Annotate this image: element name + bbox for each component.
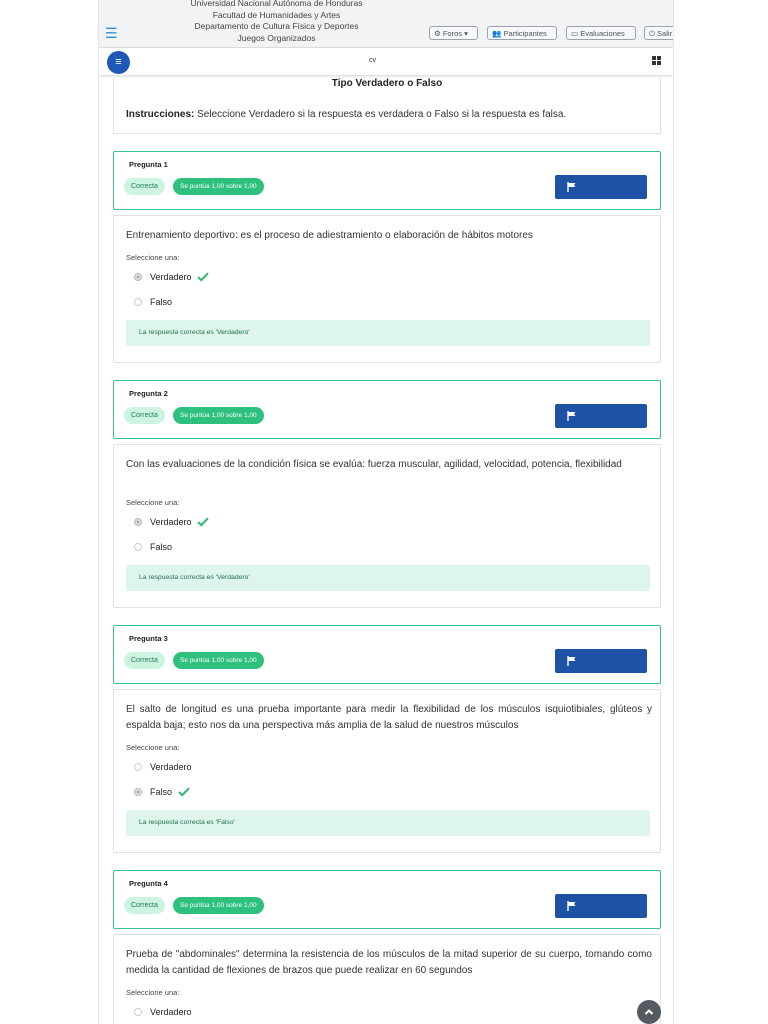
instructions-label: Instrucciones: <box>126 109 195 120</box>
option-verdadero[interactable] <box>134 1006 192 1018</box>
check-icon <box>197 272 209 282</box>
question-header <box>113 380 661 439</box>
option-verdadero[interactable] <box>134 761 192 773</box>
flag-icon <box>567 411 577 421</box>
option-label: Verdadero <box>150 1007 192 1017</box>
instructions-text: Seleccione Verdadero si la respuesta es verdadera o Falso si la respuesta es falsa. <box>194 109 567 120</box>
quiz-info-card <box>113 77 661 134</box>
grid-icon[interactable] <box>652 56 661 65</box>
status-badge: Correcta <box>124 407 165 424</box>
institution-line: Juegos Organizados <box>237 32 316 43</box>
option-falso[interactable] <box>134 541 172 553</box>
option-falso[interactable] <box>134 786 190 798</box>
quiz-title: Tipo Verdadero o Falso <box>331 78 443 89</box>
select-label: Seleccione una: <box>126 498 180 507</box>
question-body <box>113 444 661 608</box>
flag-question-button[interactable] <box>555 404 647 428</box>
select-label: Seleccione una: <box>126 743 180 752</box>
question-body <box>113 215 661 363</box>
power-icon: ⏻ <box>649 29 655 38</box>
question-body <box>113 689 661 853</box>
option-falso[interactable] <box>134 296 172 308</box>
status-badge: Correcta <box>124 897 165 914</box>
foros-button[interactable] <box>429 26 478 40</box>
users-icon: 👥 <box>492 29 502 38</box>
institution-header <box>169 0 384 44</box>
score-badge: Se puntúa 1,00 sobre 1,00 <box>173 897 264 914</box>
question-text: El salto de longitud es una prueba importante para medir la flexibilidad de los músculos isquiotibiales, glúteos y espalda baja; esto nos da una perspectiva más amplia de la salud de nuestros músculos <box>126 704 652 731</box>
question-header <box>113 625 661 684</box>
question-header <box>113 151 661 210</box>
option-label: Verdadero <box>150 762 192 772</box>
flag-question-button[interactable] <box>555 175 647 199</box>
check-icon <box>178 787 190 797</box>
option-label: Falso <box>150 297 173 307</box>
select-label: Seleccione una: <box>126 988 180 997</box>
flag-icon <box>567 182 577 192</box>
question-number: Pregunta 4 <box>129 879 168 888</box>
question-header <box>113 870 661 929</box>
check-icon <box>197 517 209 527</box>
select-label: Seleccione una: <box>126 253 180 262</box>
option-verdadero[interactable] <box>134 271 209 283</box>
evaluaciones-label: Evaluaciones <box>580 29 625 38</box>
option-label: Falso <box>150 787 173 797</box>
feedback-box: La respuesta correcta es 'Verdadero' <box>126 320 650 346</box>
back-to-top-button[interactable] <box>637 1000 661 1024</box>
radio-button[interactable] <box>134 543 142 551</box>
institution-line: Universidad Nacional Autónoma de Honduras <box>190 0 363 8</box>
question-number: Pregunta 3 <box>129 634 168 643</box>
institution-line: Departamento de Cultura Física y Deportes <box>194 21 359 31</box>
calendar-icon: ▭ <box>571 29 579 38</box>
question-text: Con las evaluaciones de la condición física se evalúa: fuerza muscular, agilidad, velocidad, potencia, flexibilidad <box>126 459 622 470</box>
course-short-name: cv <box>369 57 376 64</box>
option-label: Verdadero <box>150 272 192 282</box>
question-number: Pregunta 1 <box>129 160 168 169</box>
radio-button[interactable] <box>134 518 142 526</box>
page <box>98 0 674 1024</box>
menu-icon[interactable]: ☰ <box>105 25 118 41</box>
secondary-bar <box>99 48 673 75</box>
salir-label: Salir <box>657 29 673 38</box>
participantes-label: Participantes <box>503 29 547 38</box>
score-badge: Se puntúa 1,00 sobre 1,00 <box>173 407 264 424</box>
radio-button[interactable] <box>134 1008 142 1016</box>
score-badge: Se puntúa 1,00 sobre 1,00 <box>173 652 264 669</box>
question-number: Pregunta 2 <box>129 389 168 398</box>
flag-question-button[interactable] <box>555 649 647 673</box>
foros-label: Foros ▾ <box>442 29 468 38</box>
radio-button[interactable] <box>134 788 142 796</box>
option-label: Verdadero <box>150 517 192 527</box>
option-label: Falso <box>150 542 173 552</box>
radio-button[interactable] <box>134 763 142 771</box>
radio-button[interactable] <box>134 298 142 306</box>
question-text: Entrenamiento deportivo: es el proceso de adiestramiento o elaboración de hábitos motores <box>126 230 533 241</box>
quiz-instructions <box>126 109 566 120</box>
flag-question-button[interactable] <box>555 894 647 918</box>
forum-icon: ⚙ <box>434 29 441 38</box>
evaluaciones-button[interactable] <box>566 26 636 40</box>
chevron-up-icon <box>644 1007 654 1017</box>
drawer-toggle-button[interactable] <box>107 51 130 74</box>
flag-icon <box>567 656 577 666</box>
score-badge: Se puntúa 1,00 sobre 1,00 <box>173 178 264 195</box>
question-body <box>113 934 661 1024</box>
salir-button[interactable] <box>644 26 674 40</box>
feedback-box: La respuesta correcta es 'Falso' <box>126 810 650 836</box>
radio-button[interactable] <box>134 273 142 281</box>
option-verdadero[interactable] <box>134 516 209 528</box>
institution-line: Facultad de Humanidades y Artes <box>212 9 341 20</box>
status-badge: Correcta <box>124 652 165 669</box>
question-text: Prueba de "abdominales" determina la resistencia de los músculos de la mitad superior de su cuerpo, tomando como medida la cantidad de flexiones de brazos que puede realizar en 60 segundos <box>126 949 652 976</box>
status-badge: Correcta <box>124 178 165 195</box>
top-bar <box>99 0 673 48</box>
feedback-box: La respuesta correcta es 'Verdadero' <box>126 565 650 591</box>
flag-icon <box>567 901 577 911</box>
menu-icon: ≡ <box>115 56 122 68</box>
participantes-button[interactable] <box>487 26 557 40</box>
